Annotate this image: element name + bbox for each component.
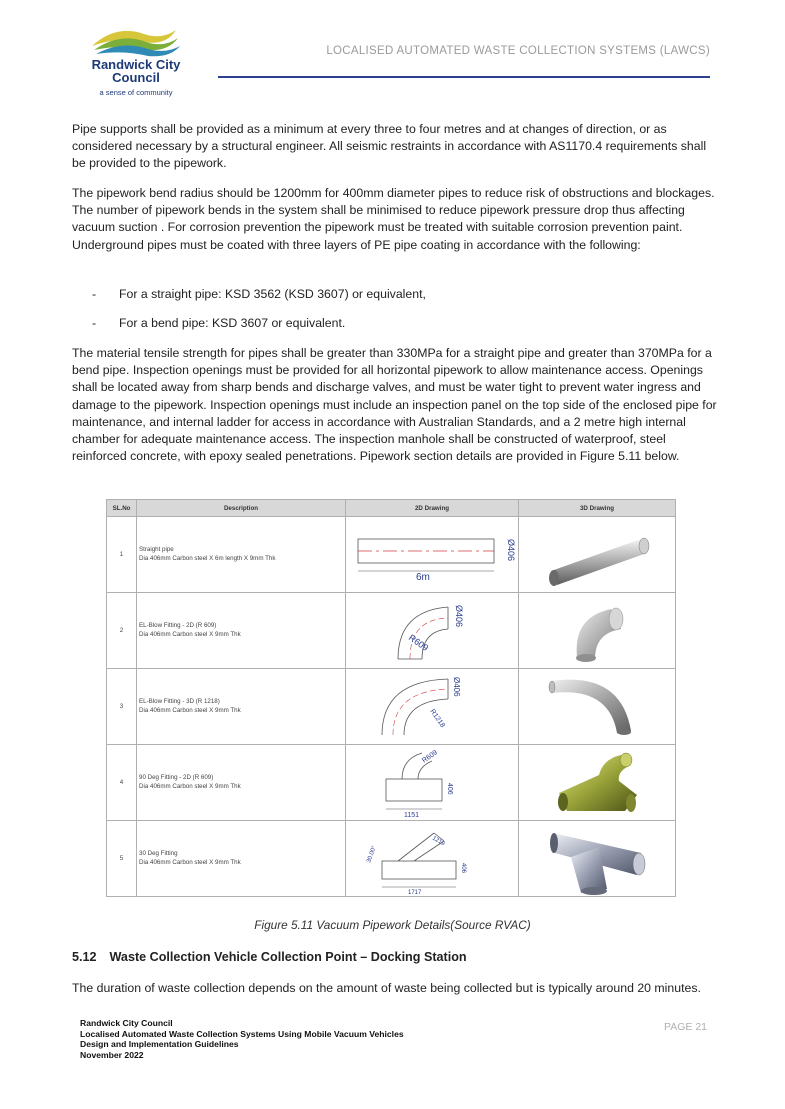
straight-pipe-3d-icon xyxy=(537,525,657,585)
council-waves-icon xyxy=(86,22,186,58)
wye-30-3d-icon xyxy=(537,823,657,895)
row-description xyxy=(137,745,346,821)
dimension-label: 406 xyxy=(446,782,453,795)
row-title: EL-Blow Fitting - 3D (R 1218) xyxy=(139,698,220,705)
footer-line: Localised Automated Waste Collection Systems Using Mobile Vacuum Vehicles xyxy=(80,1028,404,1039)
list-item-text: For a bend pipe: KSD 3607 or equivalent. xyxy=(119,316,346,330)
dimension-label: 1219 xyxy=(431,835,446,847)
drawing-3d xyxy=(519,821,676,897)
drawing-3d xyxy=(519,669,676,745)
drawing-2d xyxy=(346,745,519,821)
row-spec: Dia 406mm Carbon steel X 9mm Thk xyxy=(139,630,241,638)
elbow-2d-3d-icon xyxy=(537,599,657,663)
row-description xyxy=(137,517,346,593)
table-row xyxy=(107,517,676,593)
dimension-label: Ø406 xyxy=(506,538,516,561)
dimension-label: 406 xyxy=(460,862,466,873)
row-description xyxy=(137,821,346,897)
drawing-2d xyxy=(346,821,519,897)
footer-line: Design and Implementation Guidelines xyxy=(80,1039,239,1049)
tee-90-2d-drawing xyxy=(352,747,512,819)
drawing-2d xyxy=(346,669,519,745)
dimension-label: 1151 xyxy=(404,811,420,819)
row-title: 90 Deg Fitting - 2D (R 609) xyxy=(139,774,214,781)
logo-name-line2: Council xyxy=(112,70,160,85)
long-elbow-2d-drawing xyxy=(352,673,512,741)
row-title: Straight pipe xyxy=(139,546,174,553)
dimension-label: R609 xyxy=(406,631,431,653)
dimension-label: 30.00° xyxy=(366,844,378,864)
column-header: 3D Drawing xyxy=(519,500,676,517)
logo-name-line1: Randwick City xyxy=(91,57,181,72)
drawing-2d xyxy=(346,593,519,669)
row-description xyxy=(137,593,346,669)
drawing-3d xyxy=(519,745,676,821)
straight-pipe-2d-drawing xyxy=(352,525,516,585)
column-header: 2D Drawing xyxy=(346,500,519,517)
bullet-marker: - xyxy=(92,316,97,330)
long-elbow-3d-icon xyxy=(537,673,657,741)
row-title: EL-Blow Fitting - 2D (R 609) xyxy=(139,622,217,629)
wye-30-2d-drawing xyxy=(352,823,512,895)
row-number: 3 xyxy=(107,669,137,745)
dimension-label: 1717 xyxy=(408,889,422,896)
column-header: SL.No xyxy=(107,500,137,517)
table-header-row xyxy=(107,500,676,517)
dimension-label: 6m xyxy=(416,571,430,583)
row-number: 1 xyxy=(107,517,137,593)
bullet-marker: - xyxy=(92,287,97,301)
footer xyxy=(80,1018,404,1060)
row-number: 5 xyxy=(107,821,137,897)
column-header: Description xyxy=(137,500,346,517)
footer-line: Randwick City Council xyxy=(80,1018,173,1028)
drawing-3d xyxy=(519,593,676,669)
row-number: 2 xyxy=(107,593,137,669)
table-row xyxy=(107,593,676,669)
dimension-label: R1218 xyxy=(428,707,446,729)
figure-caption: Figure 5.11 Vacuum Pipework Details(Source RVAC) xyxy=(254,918,531,932)
footer-line: November 2022 xyxy=(80,1049,144,1060)
logo-tagline: a sense of community xyxy=(99,88,173,97)
page-number: PAGE 21 xyxy=(664,1021,707,1033)
paragraph-tensile-strength: The material tensile strength for pipes shall be greater than 330MPa for a straight pipe and greater than 370MPa for a bend pipe. Inspection openings must be provided for all horizontal pipework to allow maintenance access. Openings shall be located away from sharp bends and discharge valves, and must be water tight to prevent water ingress and damage to the pipework. Inspection openings must include an inspection panel on the top side of the enclosed pipe for maintenance, and internal ladder for access in accordance with Australian Standards, and a 2 metre high internal chamber for adequate maintenance access. The inspection manhole shall be constructed of waterproof, steel reinforced concrete, with epoxy sealed penetrations. Pipework section details are provided in Figure 5.11 below. xyxy=(72,346,717,464)
dimension-label: R609 xyxy=(421,748,439,765)
row-spec: Dia 406mm Carbon steel X 9mm Thk xyxy=(139,782,241,790)
table-row xyxy=(107,821,676,897)
section-heading xyxy=(72,950,467,964)
row-number: 4 xyxy=(107,745,137,821)
section-number: 5.12 xyxy=(72,950,97,964)
table-row xyxy=(107,745,676,821)
section-title: Waste Collection Vehicle Collection Point – Docking Station xyxy=(109,950,467,964)
row-description xyxy=(137,669,346,745)
paragraph-pipe-supports: Pipe supports shall be provided as a minimum at every three to four metres and at changes of direction, or as considered necessary by a structural engineer. All seismic restraints in accordance with AS1170.4 requirements shall be provided to the pipework. xyxy=(72,122,707,171)
header-divider xyxy=(218,76,710,78)
dimension-label: Ø406 xyxy=(454,604,464,627)
elbow-2d-drawing xyxy=(352,597,512,665)
table-row xyxy=(107,669,676,745)
logo-name xyxy=(86,58,186,84)
row-spec: Dia 406mm Carbon steel X 9mm Thk xyxy=(139,858,241,866)
document-title: LOCALISED AUTOMATED WASTE COLLECTION SYSTEMS (LAWCS) xyxy=(326,45,710,57)
row-spec: Dia 406mm Carbon steel X 6m length X 9mm Thk xyxy=(139,554,276,562)
tee-90-3d-icon xyxy=(537,749,657,817)
list-item-text: For a straight pipe: KSD 3562 (KSD 3607) or equivalent, xyxy=(119,287,426,301)
drawing-2d xyxy=(346,517,519,593)
row-spec: Dia 406mm Carbon steel X 9mm Thk xyxy=(139,706,241,714)
paragraph-collection-duration: The duration of waste collection depends on the amount of waste being collected but is typically around 20 minutes. xyxy=(72,981,701,995)
paragraph-bend-radius: The pipework bend radius should be 1200mm for 400mm diameter pipes to reduce risk of obstructions and blockages. The number of pipework bends in the system shall be minimised to reduce pipework pressure drop thus affecting vacuum suction . For corrosion prevention the pipework must be treated with suitable corrosion prevention paint. Underground pipes must be coated with three layers of PE pipe coating in accordance with the following: xyxy=(72,186,715,252)
council-logo xyxy=(86,22,186,100)
row-title: 30 Deg Fitting xyxy=(139,850,178,857)
drawing-3d xyxy=(519,517,676,593)
dimension-label: Ø406 xyxy=(452,676,461,697)
pipework-details-table xyxy=(106,499,676,897)
